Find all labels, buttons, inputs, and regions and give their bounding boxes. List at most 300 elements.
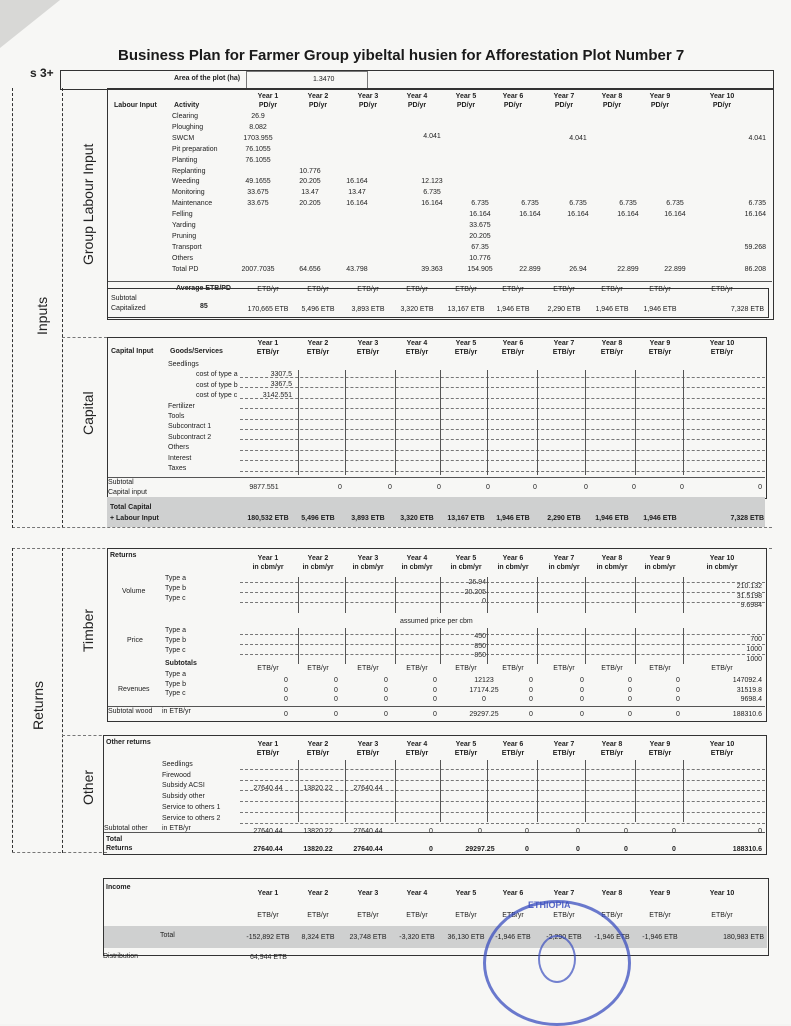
year-header: Year 2 bbox=[307, 555, 329, 562]
labour-cell: 16.164 bbox=[346, 200, 368, 208]
revenue-cell: 17174.25 bbox=[469, 686, 499, 694]
year-unit: PD/yr bbox=[407, 102, 427, 109]
volume-y10: 31.5198 bbox=[736, 592, 762, 600]
capital-subtotal-line bbox=[108, 477, 765, 478]
subtotal-other-cell: 0 bbox=[758, 828, 762, 835]
year-unit: ETB/yr bbox=[710, 750, 734, 757]
price-y5: 450 bbox=[474, 633, 486, 640]
year-unit: ETB/yr bbox=[552, 349, 576, 356]
subtotal-wood-cell: 0 bbox=[433, 711, 437, 718]
activity-label: Yarding bbox=[172, 222, 196, 229]
revenue-cell: 0 bbox=[529, 696, 533, 703]
timber-unit: ETB/yr bbox=[406, 665, 428, 672]
activity-label: Ploughing bbox=[172, 123, 204, 131]
price-type: Type b bbox=[165, 637, 187, 644]
year-header: Year 2 bbox=[307, 340, 329, 347]
price-y10: 1000 bbox=[746, 656, 762, 663]
capitalized-cell: 13,167 ETB bbox=[447, 306, 485, 313]
volume-y5: 0 bbox=[482, 598, 486, 605]
area-row bbox=[60, 70, 774, 90]
price-y10: 1000 bbox=[746, 646, 762, 653]
revenue-cell: 0 bbox=[334, 677, 338, 684]
year-unit: ETB/yr bbox=[600, 349, 624, 356]
year-header: Year 4 bbox=[406, 555, 428, 562]
income-cell: 23,748 ETB bbox=[349, 934, 387, 941]
labour-total-line bbox=[108, 281, 772, 282]
labour-cell: 16.164 bbox=[744, 211, 766, 219]
capitalized-cell: 1,946 ETB bbox=[496, 306, 530, 313]
capital-side-label: Capital bbox=[80, 391, 96, 435]
year-unit: in cbm/yr bbox=[644, 564, 676, 571]
year-header: Year 6 bbox=[502, 555, 524, 562]
price-y10: 700 bbox=[750, 636, 762, 643]
revenue-cell: 0 bbox=[628, 686, 632, 694]
timber-col-line bbox=[585, 577, 586, 613]
area-label: Area of the plot (ha) bbox=[174, 75, 241, 82]
year-header: Year 5 bbox=[455, 93, 477, 100]
price-type: Type a bbox=[165, 627, 187, 634]
timber-col-line bbox=[487, 628, 488, 664]
year-header: Year 1 bbox=[257, 555, 279, 562]
subtotals-label: Subtotals bbox=[165, 660, 197, 667]
corner-label: s 3+ bbox=[30, 66, 54, 80]
labour-cell: 6.735 bbox=[521, 200, 539, 208]
year-header: Year 8 bbox=[601, 741, 623, 748]
year-unit: ETB/yr bbox=[306, 750, 330, 757]
year-unit: PD/yr bbox=[503, 102, 523, 109]
capital-col-line bbox=[635, 370, 636, 475]
other-item: Subsidy other bbox=[162, 793, 205, 801]
capitalized-cell: 2,290 ETB bbox=[547, 306, 581, 313]
subtotal-wood-cell: 29297.25 bbox=[469, 711, 499, 718]
labour-cell: 6.735 bbox=[619, 200, 637, 208]
distribution-label: Distribution bbox=[103, 953, 139, 960]
activity-label: Monitoring bbox=[172, 189, 205, 197]
other-row-line bbox=[240, 812, 765, 813]
year-header: Year 9 bbox=[649, 340, 671, 347]
timber-col-line bbox=[635, 628, 636, 664]
year-header: Year 4 bbox=[406, 890, 428, 897]
subtotal-other-cell: 0 bbox=[624, 828, 628, 835]
outer-left-returns bbox=[12, 548, 13, 853]
total-capital-cell: 180,532 ETB bbox=[247, 515, 289, 522]
labour-cell: 13.47 bbox=[301, 189, 319, 197]
year-header: Year 5 bbox=[455, 555, 477, 562]
year-header: Year 9 bbox=[649, 741, 671, 748]
labour-cell: 6.735 bbox=[666, 200, 684, 208]
page-title: Business Plan for Farmer Group yibeltal husien for Afforestation Plot Number 7 bbox=[118, 47, 685, 64]
labour-cell: 6.735 bbox=[423, 189, 441, 197]
year-unit: ETB/yr bbox=[648, 349, 672, 356]
income-cell: 36,130 ETB bbox=[447, 934, 485, 941]
income-total-label: Total bbox=[160, 932, 175, 939]
year-header: Year 4 bbox=[406, 93, 428, 100]
timber-unit: ETB/yr bbox=[307, 665, 329, 672]
year-unit: PD/yr bbox=[554, 102, 574, 109]
returns-frame-left bbox=[62, 548, 63, 853]
total-returns-cell: 0 bbox=[576, 846, 580, 853]
firewood-cell: 27640.44 bbox=[353, 785, 383, 792]
year-header: Year 10 bbox=[709, 340, 735, 347]
subtotal-other-cell: 0 bbox=[429, 828, 433, 835]
revenue-cell: 0 bbox=[384, 677, 388, 684]
labour-cell: 4.041 bbox=[748, 134, 766, 142]
year-header: Year 9 bbox=[649, 93, 671, 100]
other-col-line bbox=[298, 760, 299, 822]
year-header: Year 6 bbox=[502, 741, 524, 748]
inputs-frame-bottom bbox=[12, 527, 772, 528]
distribution-value: 64,944 ETB bbox=[250, 954, 287, 961]
labour-cell: 13.47 bbox=[348, 189, 366, 197]
revenue-cell: 0 bbox=[433, 677, 437, 684]
year-header: Year 7 bbox=[553, 340, 575, 347]
year-unit: in cbm/yr bbox=[352, 564, 384, 571]
timber-unit: ETB/yr bbox=[601, 665, 623, 672]
other-row-line bbox=[240, 801, 765, 802]
capitalized-cell: 5,496 ETB bbox=[301, 306, 335, 313]
price-row-line bbox=[240, 644, 765, 645]
inputs-side-label: Inputs bbox=[34, 296, 50, 335]
year-unit: in cbm/yr bbox=[401, 564, 433, 571]
capital-subtotal-cell: 0 bbox=[758, 484, 762, 491]
labour-cell: 16.164 bbox=[664, 211, 686, 219]
capital-item: Subcontract 1 bbox=[168, 423, 212, 431]
capital-item: Tools bbox=[168, 413, 185, 420]
timber-side-label: Timber bbox=[80, 608, 96, 652]
other-total-line bbox=[104, 832, 765, 833]
timber-col-line bbox=[298, 577, 299, 613]
timber-unit: ETB/yr bbox=[711, 665, 733, 672]
income-header: Income bbox=[106, 884, 131, 891]
capital-subtotal-cell: 0 bbox=[486, 484, 490, 491]
capital-row-line bbox=[240, 408, 765, 409]
other-col-line bbox=[345, 760, 346, 822]
revenue-cell: 0 bbox=[628, 677, 632, 684]
avg-etb-value: 85 bbox=[200, 303, 208, 310]
year-header: Year 9 bbox=[649, 555, 671, 562]
year-unit: in cbm/yr bbox=[596, 564, 628, 571]
timber-col-line bbox=[635, 577, 636, 613]
subtotal-wood-cell: 0 bbox=[384, 711, 388, 718]
volume-type: Type a bbox=[165, 575, 187, 582]
total-capital-cell: 13,167 ETB bbox=[447, 515, 485, 522]
year-unit: ETB/yr bbox=[356, 349, 380, 356]
labour-cell: 12.123 bbox=[421, 178, 443, 186]
capital-col-line bbox=[585, 370, 586, 475]
year-unit: PD/yr bbox=[602, 102, 622, 109]
revenue-cell: 0 bbox=[284, 677, 288, 684]
capital-subtotal-cell: 0 bbox=[437, 484, 441, 491]
capital-item: Fertilizer bbox=[168, 402, 195, 410]
revenue-cell: 0 bbox=[284, 696, 288, 703]
subtotal-wood-unit: in ETB/yr bbox=[162, 708, 191, 715]
activity-label: Felling bbox=[172, 211, 193, 219]
revenue-cell: 0 bbox=[433, 696, 437, 703]
timber-col-line bbox=[537, 628, 538, 664]
volume-row-line bbox=[240, 602, 765, 603]
area-value: 1.3470 bbox=[313, 76, 335, 83]
subtotal-wood-cell: 0 bbox=[284, 711, 288, 718]
capital-item: cost of type c bbox=[196, 392, 238, 400]
total-capital-cell: 1,946 ETB bbox=[496, 515, 530, 522]
labour-cell: 86.208 bbox=[744, 265, 766, 273]
year-unit: ETB/yr bbox=[454, 750, 478, 757]
price-row-line bbox=[240, 634, 765, 635]
year-header: Year 6 bbox=[502, 890, 524, 897]
year-header: Year 1 bbox=[257, 890, 279, 897]
capital-col-line bbox=[537, 370, 538, 475]
income-cell: -3,320 ETB bbox=[399, 934, 435, 941]
year-header: Year 10 bbox=[709, 890, 735, 897]
labour-cell: 76.1055 bbox=[245, 156, 271, 164]
subtotal-other-cell: 0 bbox=[525, 828, 529, 835]
capital-row-line bbox=[240, 387, 765, 388]
capital-row-line bbox=[240, 377, 765, 378]
other-item: Firewood bbox=[162, 771, 191, 779]
year-header: Year 7 bbox=[553, 555, 575, 562]
labour-cell: 22.899 bbox=[617, 265, 639, 273]
year-header: Year 1 bbox=[257, 741, 279, 748]
etb-unit: ETB/yr bbox=[307, 286, 329, 293]
labour-cell: 4.041 bbox=[423, 132, 441, 140]
total-capital-cell: 1,946 ETB bbox=[595, 515, 629, 522]
total-returns-cell: 0 bbox=[672, 846, 676, 853]
year-unit: ETB/yr bbox=[710, 349, 734, 356]
income-unit: ETB/yr bbox=[307, 912, 329, 919]
labour-cell: 22.899 bbox=[519, 265, 541, 273]
year-unit: PD/yr bbox=[456, 102, 476, 109]
income-unit: ETB/yr bbox=[711, 912, 733, 919]
capital-subtotal-cell: 0 bbox=[584, 484, 588, 491]
revenue-cell: 0 bbox=[580, 677, 584, 684]
year-header: Year 2 bbox=[307, 93, 329, 100]
year-unit: PD/yr bbox=[258, 102, 278, 109]
activity-label: SWCM bbox=[172, 134, 195, 142]
subtotal-other-cell: 0 bbox=[672, 828, 676, 835]
timber-col-line bbox=[298, 628, 299, 664]
total-returns-cell: 0 bbox=[624, 846, 628, 853]
subtotal-other-cell: 27640.44 bbox=[253, 828, 283, 835]
capital-col-line bbox=[395, 370, 396, 475]
volume-type: Type c bbox=[165, 595, 186, 602]
other-col-line bbox=[395, 760, 396, 822]
capital-subtotal-cell: 9877.551 bbox=[249, 484, 279, 491]
revenue-cell: 0 bbox=[676, 677, 680, 684]
income-unit: ETB/yr bbox=[601, 912, 623, 919]
income-cell: 8,324 ETB bbox=[301, 934, 335, 941]
timber-unit: ETB/yr bbox=[455, 665, 477, 672]
year-unit: ETB/yr bbox=[256, 750, 280, 757]
outer-left-inputs bbox=[12, 88, 13, 528]
other-row-line bbox=[240, 823, 765, 824]
revenue-cell: 0 bbox=[384, 696, 388, 703]
revenue-type: Type a bbox=[165, 671, 187, 678]
timber-col-line bbox=[395, 577, 396, 613]
labour-cell: 16.164 bbox=[519, 211, 541, 219]
activity-label: Total PD bbox=[172, 265, 199, 273]
etb-unit: ETB/yr bbox=[455, 286, 477, 293]
other-row-line bbox=[240, 790, 765, 791]
revenue-cell: 31519.8 bbox=[736, 686, 762, 694]
labour-cell: 33.675 bbox=[469, 222, 491, 229]
returns-frame-bottom bbox=[12, 852, 107, 853]
revenue-cell: 0 bbox=[529, 686, 533, 694]
total-capital-cell: 1,946 ETB bbox=[643, 515, 677, 522]
total-capital-cell: 3,893 ETB bbox=[351, 515, 385, 522]
income-unit: ETB/yr bbox=[455, 912, 477, 919]
year-header: Year 8 bbox=[601, 555, 623, 562]
volume-row-line bbox=[240, 582, 765, 583]
year-header: Year 3 bbox=[357, 93, 379, 100]
total-capital-cell: 2,290 ETB bbox=[547, 515, 581, 522]
year-unit: ETB/yr bbox=[552, 750, 576, 757]
year-header: Year 10 bbox=[709, 741, 735, 748]
revenue-cell: 0 bbox=[676, 696, 680, 703]
labour-cell: 16.164 bbox=[346, 178, 368, 186]
etb-unit: ETB/yr bbox=[357, 286, 379, 293]
total-returns-cell: 0 bbox=[525, 846, 529, 853]
income-unit: ETB/yr bbox=[649, 912, 671, 919]
capital-subtotal-cell: 0 bbox=[680, 484, 684, 491]
year-header: Year 7 bbox=[553, 93, 575, 100]
etb-unit: ETB/yr bbox=[711, 286, 733, 293]
income-unit: ETB/yr bbox=[553, 912, 575, 919]
subtotal-label: Subtotal bbox=[111, 295, 137, 302]
capitalized-cell: 170,665 ETB bbox=[247, 306, 289, 313]
timber-col-line bbox=[683, 577, 684, 613]
labour-cell: 43.798 bbox=[346, 265, 368, 273]
capital-row-line bbox=[240, 439, 765, 440]
year-unit: ETB/yr bbox=[405, 349, 429, 356]
capitalized-cell: 1,946 ETB bbox=[595, 306, 629, 313]
total-returns-cell: 0 bbox=[429, 846, 433, 853]
income-cell: -152,892 ETB bbox=[246, 934, 290, 941]
activity-label: Others bbox=[172, 254, 194, 262]
etb-unit: ETB/yr bbox=[406, 286, 428, 293]
activity-label: Weeding bbox=[172, 178, 200, 186]
revenue-cell: 0 bbox=[334, 696, 338, 703]
capitalized-cell: 3,893 ETB bbox=[351, 306, 385, 313]
year-unit: ETB/yr bbox=[454, 349, 478, 356]
other-header: Other returns bbox=[106, 739, 151, 746]
year-header: Year 2 bbox=[307, 741, 329, 748]
labour-cell: 4.041 bbox=[569, 134, 587, 142]
year-header: Year 7 bbox=[553, 890, 575, 897]
other-col-line bbox=[585, 760, 586, 822]
total-capital-cell: 5,496 ETB bbox=[301, 515, 335, 522]
firewood-cell: 13820.22 bbox=[303, 785, 333, 792]
subtotal-other-cell: 0 bbox=[478, 828, 482, 835]
price-type: Type c bbox=[165, 647, 186, 654]
revenue-type: Type c bbox=[165, 690, 186, 697]
labour-capital-divider bbox=[62, 337, 107, 338]
total-capital-cell: 3,320 ETB bbox=[400, 515, 434, 522]
year-unit: in cbm/yr bbox=[548, 564, 580, 571]
year-unit: ETB/yr bbox=[501, 750, 525, 757]
year-header: Year 8 bbox=[601, 93, 623, 100]
year-unit: PD/yr bbox=[358, 102, 378, 109]
capital-subtotal-cell: 0 bbox=[338, 484, 342, 491]
capital-item: cost of type a bbox=[196, 371, 238, 379]
capital-row-line bbox=[240, 471, 765, 472]
stamp-text: ETHIOPIA bbox=[528, 900, 571, 910]
seedling-cost: 3142.551 bbox=[262, 391, 292, 399]
capital-subtotal-cell: 0 bbox=[533, 484, 537, 491]
year-header: Year 6 bbox=[502, 340, 524, 347]
capital-col-line bbox=[298, 370, 299, 475]
timber-col-line bbox=[440, 577, 441, 613]
subtotal-wood-cell: 0 bbox=[580, 711, 584, 718]
year-header: Year 3 bbox=[357, 340, 379, 347]
other-row-line bbox=[240, 780, 765, 781]
year-header: Year 3 bbox=[357, 741, 379, 748]
price-row-line bbox=[240, 654, 765, 655]
other-col-line bbox=[683, 760, 684, 822]
capital-col-line bbox=[440, 370, 441, 475]
other-col-line bbox=[635, 760, 636, 822]
year-header: Year 6 bbox=[502, 93, 524, 100]
group-labour-side-label: Group Labour Input bbox=[80, 143, 96, 265]
total-capital-sub: + Labour Input bbox=[110, 515, 159, 522]
labour-cell: 20.205 bbox=[299, 200, 321, 208]
labour-cell: 6.735 bbox=[471, 200, 489, 208]
year-unit: in cbm/yr bbox=[497, 564, 529, 571]
revenue-cell: 12123 bbox=[474, 677, 494, 684]
timber-unit: ETB/yr bbox=[649, 665, 671, 672]
income-unit: ETB/yr bbox=[257, 912, 279, 919]
labour-cell: 10.776 bbox=[299, 167, 321, 175]
total-returns-cell: 13820.22 bbox=[303, 846, 333, 853]
stamp-emblem bbox=[538, 935, 576, 983]
revenue-cell: 0 bbox=[433, 686, 437, 694]
activity-label: Pruning bbox=[172, 232, 197, 240]
timber-col-line bbox=[585, 628, 586, 664]
other-col-line bbox=[487, 760, 488, 822]
revenue-cell: 147092.4 bbox=[732, 677, 762, 684]
year-unit: ETB/yr bbox=[306, 349, 330, 356]
capital-col-line bbox=[683, 370, 684, 475]
labour-cell: 64.656 bbox=[299, 265, 321, 273]
volume-y10: 9.6984 bbox=[740, 602, 762, 609]
income-cell: -1,946 ETB bbox=[594, 934, 630, 941]
timber-col-line bbox=[440, 628, 441, 664]
subtotal-wood-cell: 0 bbox=[529, 711, 533, 718]
year-unit: in cbm/yr bbox=[302, 564, 334, 571]
revenues-label: Revenues bbox=[118, 686, 150, 693]
capitalized-label: Capitalized bbox=[111, 305, 146, 312]
subtotal-other-label: Subtotal other bbox=[104, 825, 148, 832]
timber-col-line bbox=[395, 628, 396, 664]
timber-col-line bbox=[537, 577, 538, 613]
year-header: Year 3 bbox=[357, 555, 379, 562]
total-capital-cell: 7,328 ETB bbox=[730, 515, 764, 522]
income-cell: -2,290 ETB bbox=[546, 934, 582, 941]
labour-cell: 20.205 bbox=[299, 178, 321, 186]
year-header: Year 10 bbox=[709, 555, 735, 562]
revenue-type: Type b bbox=[165, 680, 187, 688]
revenue-cell: 9698.4 bbox=[740, 696, 762, 703]
labour-cell: 16.164 bbox=[469, 211, 491, 219]
etb-unit: ETB/yr bbox=[601, 286, 623, 293]
labour-cell: 6.735 bbox=[748, 200, 766, 208]
labour-cell: 154.905 bbox=[467, 265, 493, 273]
volume-row-line bbox=[240, 592, 765, 593]
subtotal-other-unit: in ETB/yr bbox=[162, 825, 191, 832]
capital-subtotal-sub: Capital input bbox=[108, 489, 147, 496]
total-returns-label: Total bbox=[106, 836, 123, 843]
capital-header: Capital Input bbox=[111, 348, 154, 355]
timber-unit: ETB/yr bbox=[553, 665, 575, 672]
